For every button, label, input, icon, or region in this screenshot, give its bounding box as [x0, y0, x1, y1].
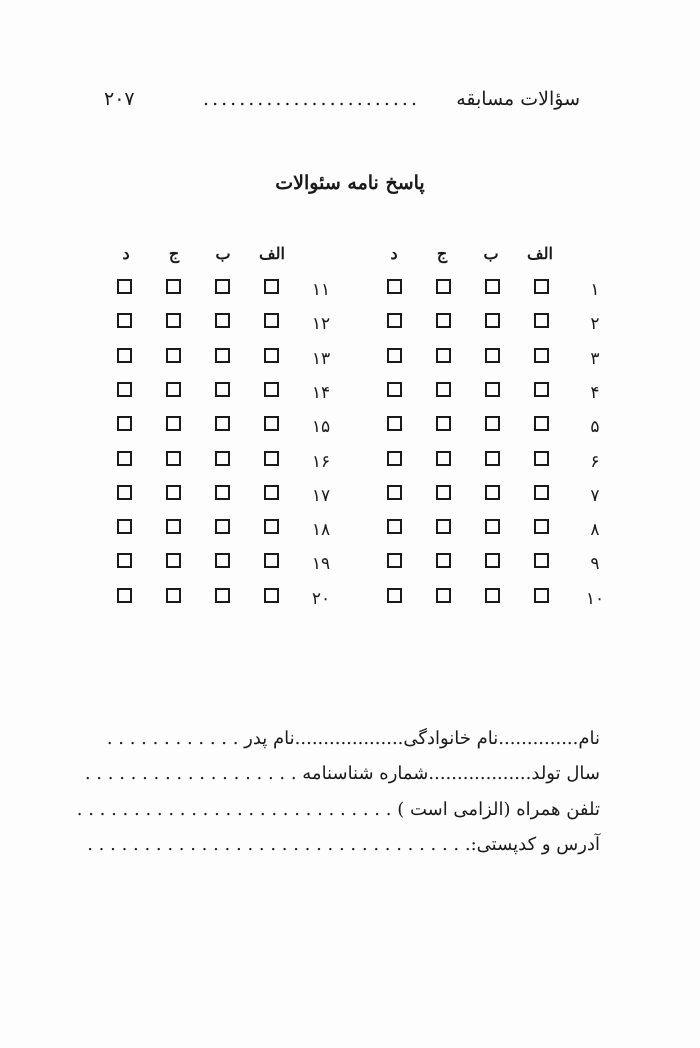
answer-checkbox[interactable] — [264, 451, 279, 466]
option-label: د — [122, 244, 130, 263]
answer-checkbox[interactable] — [387, 382, 402, 397]
answer-checkbox[interactable] — [534, 279, 549, 294]
option-label: ب — [215, 244, 231, 263]
question-number: ۱۳ — [311, 348, 331, 369]
form-line-birth: سال تولد..................شماره شناسنامه . . . . . . . . . . . . . . . . . . . — [84, 763, 600, 784]
question-number: ۳ — [590, 348, 600, 369]
answer-checkbox[interactable] — [436, 416, 451, 431]
option-label: د — [390, 244, 398, 263]
question-number: ۷ — [590, 485, 600, 506]
page-header — [104, 84, 580, 114]
answer-checkbox[interactable] — [215, 485, 230, 500]
answer-checkbox[interactable] — [485, 382, 500, 397]
answer-checkbox[interactable] — [166, 416, 181, 431]
answer-checkbox[interactable] — [215, 416, 230, 431]
answer-checkbox[interactable] — [166, 553, 181, 568]
answer-checkbox[interactable] — [387, 348, 402, 363]
question-number: ۹ — [590, 554, 600, 575]
answer-checkbox[interactable] — [485, 485, 500, 500]
question-number: ۱۸ — [311, 520, 331, 541]
answer-checkbox[interactable] — [264, 279, 279, 294]
option-label: ب — [483, 244, 499, 263]
answer-checkbox[interactable] — [436, 588, 451, 603]
answer-checkbox[interactable] — [436, 485, 451, 500]
answer-checkbox[interactable] — [166, 485, 181, 500]
answer-checkbox[interactable] — [534, 313, 549, 328]
answer-sheet-title: پاسخ نامه سئوالات — [275, 172, 425, 194]
answer-checkbox[interactable] — [534, 348, 549, 363]
answer-checkbox[interactable] — [117, 348, 132, 363]
answer-checkbox[interactable] — [166, 519, 181, 534]
answer-checkbox[interactable] — [387, 553, 402, 568]
answer-checkbox[interactable] — [534, 451, 549, 466]
answer-checkbox[interactable] — [436, 279, 451, 294]
answer-checkbox[interactable] — [264, 485, 279, 500]
question-number: ۶ — [590, 451, 600, 472]
answer-checkbox[interactable] — [117, 382, 132, 397]
answer-checkbox[interactable] — [436, 451, 451, 466]
question-number: ۱ — [590, 280, 600, 300]
question-number: ۴ — [590, 382, 600, 403]
answer-checkbox[interactable] — [264, 313, 279, 328]
section-title: سؤالات مسابقه — [456, 88, 580, 110]
leader-dots: ........................ — [203, 88, 420, 110]
answer-checkbox[interactable] — [166, 588, 181, 603]
question-number: ۱۱ — [311, 280, 331, 300]
answer-checkbox[interactable] — [534, 382, 549, 397]
answer-checkbox[interactable] — [117, 519, 132, 534]
answer-checkbox[interactable] — [166, 348, 181, 363]
answer-checkbox[interactable] — [264, 382, 279, 397]
answer-checkbox[interactable] — [264, 519, 279, 534]
answer-checkbox[interactable] — [117, 553, 132, 568]
answer-checkbox[interactable] — [215, 451, 230, 466]
question-number: ۱۴ — [311, 382, 331, 403]
form-line-name: نام..............نام خانوادگی...................نام پدر . . . . . . . . . . . . — [106, 728, 600, 749]
question-number: ۱۶ — [311, 451, 331, 472]
form-line-address: آدرس و کدپستی:. . . . . . . . . . . . . . . . . . . . . . . . . . . . . . . . . . — [87, 834, 600, 855]
answer-checkbox[interactable] — [215, 519, 230, 534]
answer-checkbox[interactable] — [485, 519, 500, 534]
answer-checkbox[interactable] — [534, 553, 549, 568]
answer-checkbox[interactable] — [485, 553, 500, 568]
answer-checkbox[interactable] — [166, 451, 181, 466]
answer-checkbox[interactable] — [485, 588, 500, 603]
question-number: ۸ — [590, 520, 600, 541]
answer-checkbox[interactable] — [387, 451, 402, 466]
answer-checkbox[interactable] — [436, 553, 451, 568]
answer-checkbox[interactable] — [117, 416, 132, 431]
option-label: ج — [436, 244, 448, 263]
question-number: ۱۵ — [311, 417, 331, 438]
answer-checkbox[interactable] — [534, 588, 549, 603]
answer-checkbox[interactable] — [485, 348, 500, 363]
form-line-phone: تلفن همراه (الزامی است ) . . . . . . . . . . . . . . . . . . . . . . . . . . . . — [76, 799, 600, 820]
question-number: ۵ — [590, 417, 600, 438]
answer-checkbox[interactable] — [215, 313, 230, 328]
question-number: ۲۰ — [311, 588, 331, 609]
answer-checkbox[interactable] — [117, 588, 132, 603]
answer-checkbox[interactable] — [215, 279, 230, 294]
answer-checkbox[interactable] — [215, 553, 230, 568]
answer-checkbox[interactable] — [387, 313, 402, 328]
answer-checkbox[interactable] — [534, 416, 549, 431]
answer-checkbox[interactable] — [387, 485, 402, 500]
answer-checkbox[interactable] — [264, 348, 279, 363]
answer-checkbox[interactable] — [485, 279, 500, 294]
question-number: ۱۹ — [311, 554, 331, 575]
answer-checkbox[interactable] — [387, 279, 402, 294]
question-number: ۱۷ — [311, 485, 331, 506]
answer-checkbox[interactable] — [436, 313, 451, 328]
answer-checkbox[interactable] — [436, 348, 451, 363]
answer-checkbox[interactable] — [485, 451, 500, 466]
answer-checkbox[interactable] — [436, 519, 451, 534]
answer-checkbox[interactable] — [264, 553, 279, 568]
answer-checkbox[interactable] — [215, 348, 230, 363]
answer-checkbox[interactable] — [485, 416, 500, 431]
answer-checkbox[interactable] — [117, 451, 132, 466]
option-label: ج — [168, 244, 180, 263]
answer-checkbox[interactable] — [534, 519, 549, 534]
answer-checkbox[interactable] — [215, 588, 230, 603]
answer-checkbox[interactable] — [166, 382, 181, 397]
answer-checkbox[interactable] — [387, 588, 402, 603]
answer-checkbox[interactable] — [534, 485, 549, 500]
answer-checkbox[interactable] — [215, 382, 230, 397]
answer-checkbox[interactable] — [264, 588, 279, 603]
option-label: الف — [259, 244, 285, 263]
question-number: ۱۲ — [311, 314, 331, 335]
answer-checkbox[interactable] — [166, 313, 181, 328]
answer-checkbox[interactable] — [264, 416, 279, 431]
answer-checkbox[interactable] — [117, 485, 132, 500]
option-label: الف — [527, 244, 553, 263]
question-number: ۱۰ — [585, 588, 605, 609]
answer-checkbox[interactable] — [117, 313, 132, 328]
answer-checkbox[interactable] — [485, 313, 500, 328]
page-number: ۲۰۷ — [104, 88, 135, 110]
question-number: ۲ — [590, 314, 600, 335]
answer-checkbox[interactable] — [387, 519, 402, 534]
answer-checkbox[interactable] — [117, 279, 132, 294]
answer-checkbox[interactable] — [166, 279, 181, 294]
answer-checkbox[interactable] — [436, 382, 451, 397]
answer-checkbox[interactable] — [387, 416, 402, 431]
